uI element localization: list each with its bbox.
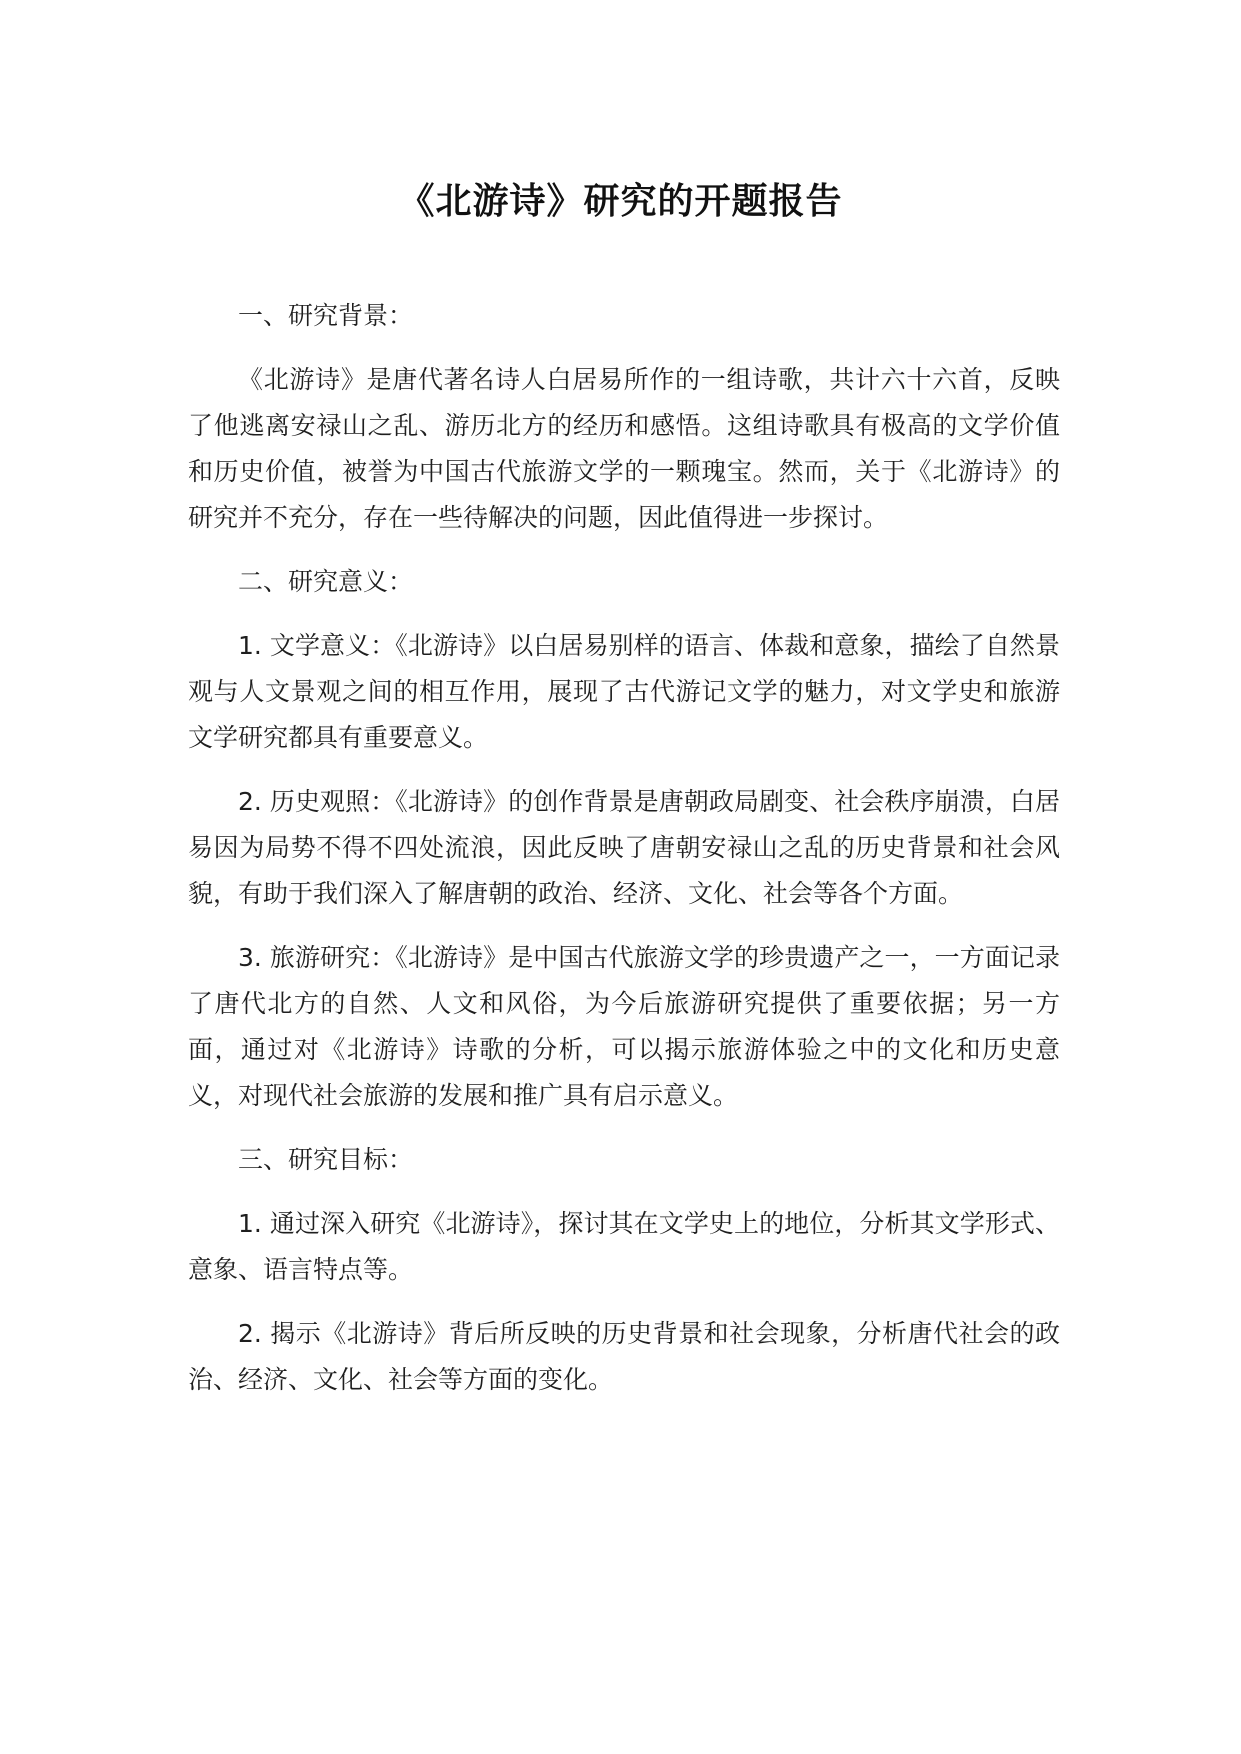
section-heading-significance: 二、研究意义： (238, 567, 414, 596)
section-heading-objectives: 三、研究目标： (238, 1145, 414, 1174)
objective-2-paragraph: 2. 揭示《北游诗》背后所反映的历史背景和社会现象，分析唐代社会的政治、经济、文化、社会等方面的变化。 (188, 1319, 1060, 1394)
significance-tourism-paragraph: 3. 旅游研究：《北游诗》是中国古代旅游文学的珍贵遗产之一，一方面记录了唐代北方的自然、人文和风俗，为今后旅游研究提供了重要依据；另一方面，通过对《北游诗》诗歌的分析，可以揭示旅游体验之中的文化和历史意义，对现代社会旅游的发展和推广具有启示意义。 (188, 943, 1060, 1110)
background-paragraph: 《北游诗》是唐代著名诗人白居易所作的一组诗歌，共计六十六首，反映了他逃离安禄山之乱、游历北方的经历和感悟。这组诗歌具有极高的文学价值和历史价值，被誉为中国古代旅游文学的一颗瑰宝。然而，关于《北游诗》的研究并不充分，存在一些待解决的问题，因此值得进一步探讨。 (188, 365, 1060, 532)
section-heading-background: 一、研究背景： (238, 301, 414, 330)
significance-literary-paragraph: 1. 文学意义：《北游诗》以白居易别样的语言、体裁和意象，描绘了自然景观与人文景观之间的相互作用，展现了古代游记文学的魅力，对文学史和旅游文学研究都具有重要意义。 (188, 631, 1060, 752)
document-body (188, 293, 1060, 1421)
objective-1-paragraph: 1. 通过深入研究《北游诗》，探讨其在文学史上的地位，分析其文学形式、意象、语言特点等。 (188, 1209, 1060, 1284)
document-title: 《北游诗》研究的开题报告 (398, 181, 843, 222)
significance-historical-paragraph: 2. 历史观照：《北游诗》的创作背景是唐朝政局剧变、社会秩序崩溃，白居易因为局势不得不四处流浪，因此反映了唐朝安禄山之乱的历史背景和社会风貌，有助于我们深入了解唐朝的政治、经济、文化、社会等各个方面。 (188, 787, 1060, 908)
